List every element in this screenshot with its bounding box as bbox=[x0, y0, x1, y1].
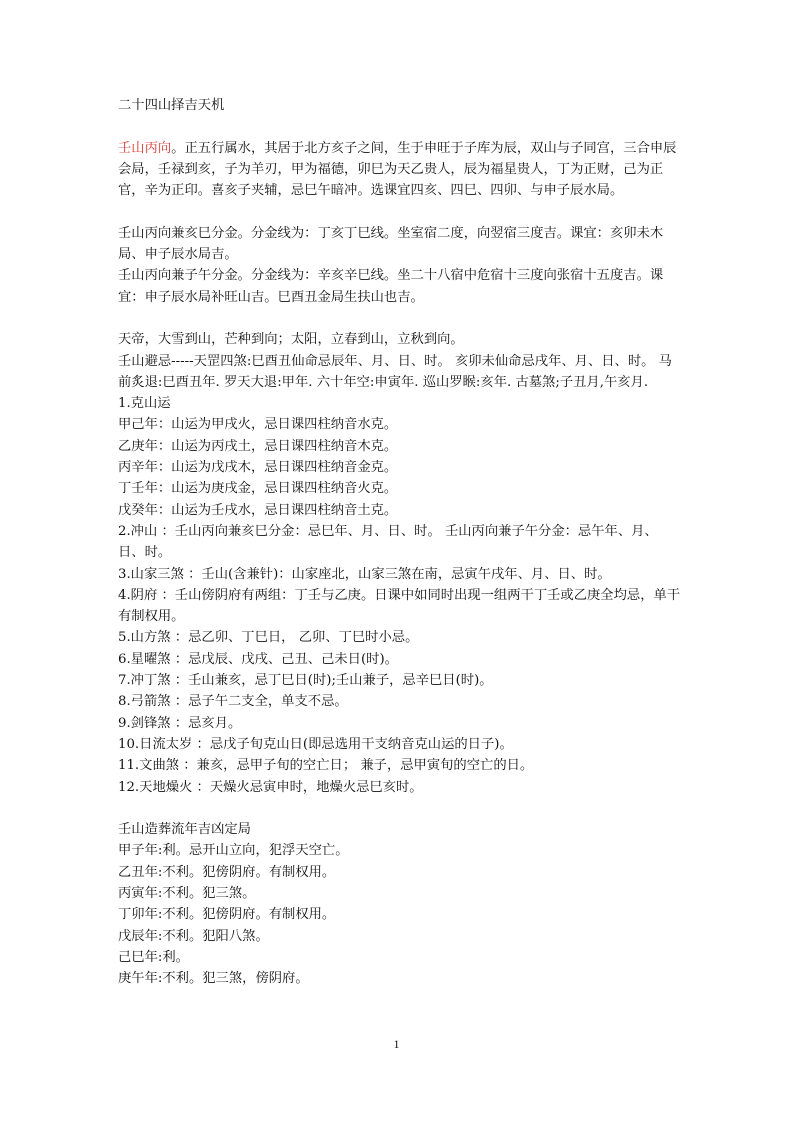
section-item: 2.冲山 ：壬山丙向兼亥巳分金：忌巳年、月、日、时。 壬山丙向兼子午分金：忌午年、月、日、时。 bbox=[118, 523, 658, 561]
intro-paragraph bbox=[118, 138, 684, 202]
tiandi-line: 天帝，大雪到山，芒种到向；太阳，立春到山，立秋到向。 bbox=[118, 332, 464, 348]
liunian-row: 丙寅年:不利。犯三煞。 bbox=[118, 885, 256, 901]
intro-highlight: 壬山丙向 bbox=[118, 140, 172, 156]
section-item: 6.星曜煞 ：忌戊辰、戊戌、己丑、己未日(时)。 bbox=[118, 651, 398, 667]
bihui-paragraph: 壬山避忌-----天罡四煞:巳酉丑仙命忌辰年、月、日、时。 亥卯未仙命忌戌年、月、日、时。 马前炙退:巳酉丑年. 罗天大退:甲年. 六十年空:申寅年. 巡山罗睺:亥年. 古墓煞;子丑月,午亥月. bbox=[118, 353, 672, 390]
fenjin-paragraph-2: 壬山丙向兼子午分金。分金线为：辛亥辛巳线。坐二十八宿中危宿十三度向张宿十五度吉。课宜：申子辰水局补旺山吉。巳酉丑金局生扶山也吉。 bbox=[118, 268, 664, 305]
document-page bbox=[118, 95, 684, 989]
section-item: 戊癸年：山运为壬戌水，忌日课四柱纳音土克。 bbox=[118, 502, 398, 518]
liunian-heading: 壬山造葬流年吉凶定局 bbox=[118, 822, 251, 838]
section-item: 4.阴府 ：壬山傍阴府有两组：丁壬与乙庚。日课中如同时出现一组两干丁壬或乙庚全均忌，单干有制权用。 bbox=[118, 587, 681, 625]
liunian-row: 戊辰年:不利。犯阳八煞。 bbox=[118, 928, 269, 944]
section-item: 11.文曲煞 ：兼亥，忌甲子旬的空亡日； 兼子，忌甲寅旬的空亡的日。 bbox=[118, 758, 534, 774]
section-item: 12.天地燥火 ：天燥火忌寅申时，地燥火忌巳亥时。 bbox=[118, 779, 423, 795]
section-item: 8.弓箭煞 ：忌子午二支全，单支不忌。 bbox=[118, 694, 348, 710]
section-item: 10.日流太岁 ：忌戊子旬克山日(即忌选用干支纳音克山运的日子)。 bbox=[118, 736, 513, 752]
section-item: 3.山家三煞 ：壬山(含兼针)：山家座北，山家三煞在南，忌寅午戌年、月、日、时。 bbox=[118, 566, 611, 582]
section-item: 9.剑锋煞 ：忌亥月。 bbox=[118, 715, 242, 731]
fenjin-paragraph-1: 壬山丙向兼亥巳分金。分金线为：丁亥丁巳线。坐室宿二度，向翌宿三度吉。课宜：亥卯未木局、申子辰水局吉。 bbox=[118, 225, 664, 263]
section-item: 1.克山运 bbox=[118, 396, 171, 412]
spacer bbox=[118, 798, 684, 819]
section-item: 5.山方煞 ：忌乙卯、丁巳日， 乙卯、丁巳时小忌。 bbox=[118, 630, 419, 646]
document-title: 二十四山择吉天机 bbox=[118, 98, 225, 113]
spacer bbox=[118, 116, 684, 137]
section-item: 甲己年：山运为甲戌火，忌日课四柱纳音水克。 bbox=[118, 417, 398, 433]
liunian-row: 甲子年:利。忌开山立向，犯浮天空亡。 bbox=[118, 843, 349, 859]
intro-text: 。正五行属水，其居于北方亥子之间，生于申旺于子库为辰，双山与子同宫，三合申辰会局，壬禄到亥，子为羊刃，甲为福德，卯巳为天乙贵人，辰为福星贵人，丁为正财，己为正官，辛为正印。喜亥子夹辅，忌巳午暗冲。选课宜四亥、四巳、四卯、与申子辰水局。 bbox=[118, 140, 677, 199]
liunian-row: 己巳年:利。 bbox=[118, 949, 189, 965]
liunian-row: 乙丑年:不利。犯傍阴府。有制权用。 bbox=[118, 864, 336, 880]
section-item: 乙庚年：山运为丙戌土，忌日课四柱纳音木克。 bbox=[118, 438, 398, 454]
spacer bbox=[118, 201, 684, 222]
spacer bbox=[118, 308, 684, 329]
liunian-row: 庚午年:不利。犯三煞，傍阴府。 bbox=[118, 971, 309, 987]
page-number: 1 bbox=[393, 1037, 400, 1051]
section-item: 丁壬年：山运为庚戌金，忌日课四柱纳音火克。 bbox=[118, 481, 398, 497]
liunian-row: 丁卯年:不利。犯傍阴府。有制权用。 bbox=[118, 907, 336, 923]
section-item: 7.冲丁煞 ：壬山兼亥，忌丁巳日(时);壬山兼子，忌辛巳日(时)。 bbox=[118, 673, 493, 689]
section-item: 丙辛年：山运为戊戌木，忌日课四柱纳音金克。 bbox=[118, 460, 398, 476]
